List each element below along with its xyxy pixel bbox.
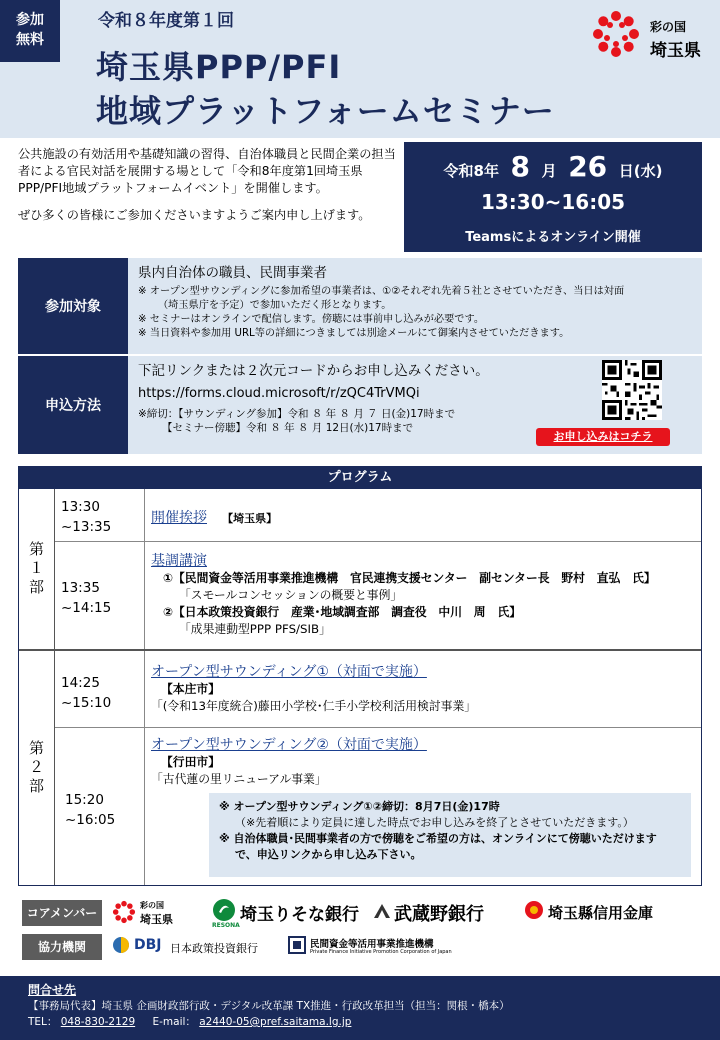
qr-code-icon[interactable]	[602, 360, 662, 420]
page-title-line2: 地域プラットフォームセミナー	[96, 92, 555, 130]
page-title-line1: 埼玉県PPP/PFI	[96, 48, 342, 86]
sponsor-resona: 埼玉りそな銀行	[240, 905, 359, 925]
apply-row	[18, 356, 702, 454]
resona-logo-icon	[212, 898, 236, 922]
target-label: 参加対象	[18, 258, 128, 354]
program-slot	[55, 489, 701, 541]
target-notes: ※ オープン型サウンディングに参加希望の事業者は、①②それぞれ先着５社とさせていただき、当日は対面 （埼玉県庁を予定）で参加いただく形となります。 ※ セミナーはオンラインで配信します。傍聴には事前申し込みが必要です。 ※ 当日資料や参加用 URL等の詳細につきましては別途メールにて御案内させていただきます。	[138, 286, 625, 339]
apply-main: 下記リンクまたは２次元コードからお申し込みください。	[138, 363, 489, 379]
intro-text	[18, 146, 396, 224]
program-slot	[55, 542, 701, 649]
event-mode: Teamsによるオンライン開催	[465, 230, 641, 245]
contact-office: 【事務局代表】埼玉県 企画財政部行政・デジタル改革課 TX推進・行政改革担当（担当：関根・橋本）	[28, 1000, 510, 1012]
info-table	[18, 258, 702, 454]
part-2-label: 第２部	[19, 651, 55, 885]
apply-button[interactable]: お申し込みはコチラ	[536, 428, 670, 446]
slot-time: 14:25 ~15:10	[61, 675, 112, 711]
coop-pfipcj-en: Private Finance Initiative Promotion Corporation of Japan	[310, 949, 452, 955]
slot-body: オープン型サウンディング①（対面で実施） 【本庄市】 「(令和13年度統合)藤田小学校･仁手小学校利活用検討事業」	[145, 661, 695, 715]
program-heading: プログラム	[19, 467, 701, 489]
slot-title: オープン型サウンディング①（対面で実施）	[151, 664, 427, 680]
program-slot	[55, 651, 701, 727]
logo-text-2: 埼玉県	[650, 41, 701, 61]
slot-body	[145, 507, 695, 527]
intro-paragraph-2: ぜひ多くの皆様にご参加くださいますようご案内申し上げます。	[18, 208, 371, 222]
logo-text-1: 彩の国	[650, 20, 687, 34]
target-body	[128, 258, 702, 354]
intro-paragraph-1: 公共施設の有効活用や基礎知識の習得、自治体職員と民間企業の担当者による官民対話を展開する場として「令和8年度第1回埼玉県PPP/PFI地域プラットフォームイベント」を開催します。	[18, 147, 396, 195]
core-logo-text-2: 埼玉県	[140, 913, 173, 926]
contact-tel-link[interactable]: 048-830-2129	[60, 1016, 136, 1028]
slot-time: 15:20 ~16:05	[65, 792, 116, 828]
program-table	[18, 466, 702, 886]
event-time: 13:30~16:05	[480, 190, 626, 214]
sponsor-shinkin: 埼玉縣信用金庫	[548, 904, 654, 922]
event-date: 令和8年 8 月 26 日(水)	[443, 150, 663, 183]
target-row	[18, 258, 702, 354]
core-members-label: コアメンバー	[22, 900, 102, 926]
slot-title: 基調講演	[151, 553, 207, 569]
contact-line: TEL： 048-830-2129 E-mail： a2440-05@pref.saitama.lg.jp	[28, 1016, 352, 1028]
part-1-label: 第１部	[19, 489, 55, 649]
target-main: 県内自治体の職員、民間事業者	[138, 265, 327, 281]
resona-sub-text: RESONA	[212, 922, 240, 929]
saitama-emblem-icon	[112, 900, 136, 924]
slot-time: 13:30 ~13:35	[61, 499, 112, 535]
cooperation-label: 協力機関	[22, 934, 102, 960]
slot-org: 【埼玉県】	[222, 512, 278, 525]
coop-pfipcj: 民間資金等活用事業推進機構	[310, 939, 434, 950]
program-note-box: ※ オープン型サウンディング①②締切：8月7日(金)17時 （※先着順により定員に達した時点でお申し込みを終了とさせていただきます。） ※ 自治体職員･民間事業者の方で傍聴をご希望の方は、オンラインにて傍聴いただけます で、申込リンクから申し込み下さい。	[209, 793, 691, 877]
header	[0, 0, 720, 138]
contact-email-link[interactable]: a2440-05@pref.saitama.lg.jp	[199, 1016, 352, 1028]
apply-deadline: ※締切：【サウンディング参加】令和 ８ 年 ８ 月 ７ 日(金)17時まで 【セミナー傍聴】令和 ８ 年 ８ 月 12日(水)17時まで	[138, 408, 456, 434]
pfipcj-logo-icon	[288, 936, 306, 954]
coop-dbj-name: 日本政策投資銀行	[170, 942, 258, 955]
free-badge: 参加 無料	[0, 0, 60, 62]
slot-title: オープン型サウンディング②（対面で実施）	[151, 737, 427, 753]
apply-label: 申込方法	[18, 356, 128, 454]
coop-dbj: DBJ	[134, 937, 162, 953]
slot-body: 基調講演 ①【民間資金等活用事業推進機構 官民連携支援センター 副センター長 野村 直弘 氏】 「スモールコンセッションの概要と事例」 ②【日本政策投資銀行 産業･地域調査部 調査役 中川 周 氏】 「成果連動型PPP PFS/SIB」	[145, 550, 695, 638]
shinkin-logo-icon	[524, 900, 544, 920]
dbj-logo-icon	[112, 936, 130, 954]
slot-time: 13:35 ~14:15	[61, 580, 112, 616]
contact-title: 問合せ先	[28, 983, 77, 997]
apply-url-link[interactable]: https://forms.cloud.microsoft/r/zQC4TrVMQi	[138, 386, 420, 401]
saitama-emblem-icon	[590, 8, 642, 60]
musashino-logo-icon	[372, 900, 392, 920]
apply-body	[128, 356, 702, 454]
slot-title: 開催挨拶	[151, 510, 207, 526]
slot-body: オープン型サウンディング②（対面で実施） 【行田市】 「古代蓮の里リニューアル事業」	[145, 734, 695, 788]
contact-footer	[0, 976, 720, 1040]
core-logo-text-1: 彩の国	[140, 901, 164, 910]
sponsor-musashino: 武蔵野銀行	[394, 904, 484, 925]
sponsors	[18, 892, 702, 968]
event-date-box	[404, 142, 702, 252]
year-line: 令和８年度第１回	[98, 11, 234, 31]
saitama-logo	[590, 8, 710, 64]
